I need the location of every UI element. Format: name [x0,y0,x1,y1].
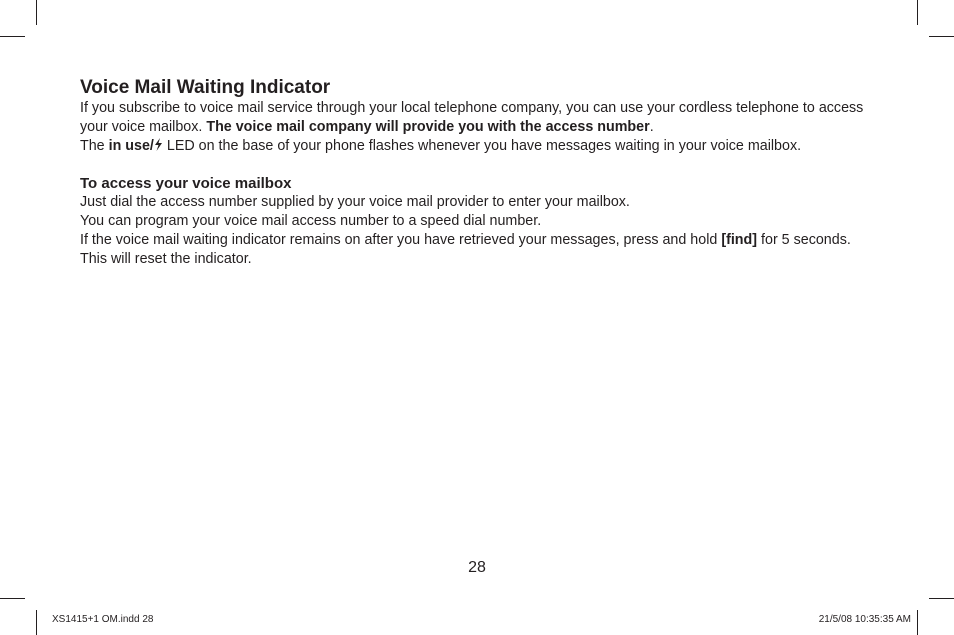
section-heading: Voice Mail Waiting Indicator [80,77,331,98]
intro-text-end: . [649,119,654,135]
subsection-heading: To access your voice mailbox [80,175,292,192]
flash-icon [154,138,163,157]
instruction-text-end: for 5 seconds. This will reset the indicator. [80,232,851,267]
crop-mark [917,610,918,635]
led-text-end: LED on the base of your phone flashes whenever you have messages waiting in your voice mailbox. [162,138,802,154]
led-bold: in use/ [108,138,154,154]
instruction-line-2: You can program your voice mail access number to a speed dial number. [80,213,542,229]
page-number: 28 [468,559,486,576]
instruction-line-1: Just dial the access number supplied by your voice mail provider to enter your mailbox. [80,194,630,210]
find-key: [find] [721,232,758,248]
date-slug: 21/5/08 10:35:35 AM [818,614,911,625]
crop-mark [929,598,954,599]
page-content [80,77,880,269]
instruction-line-3 [80,231,880,269]
intro-text: If you subscribe to voice mail service through your local telephone company, you can use your cordless telephone to access your voice mailbox. [80,100,864,135]
led-paragraph [80,137,880,157]
crop-mark [0,36,25,37]
led-text: The [80,138,109,154]
intro-bold: The voice mail company will provide you with the access number [206,119,650,135]
crop-mark [36,0,37,25]
file-slug: XS1415+1 OM.indd 28 [52,614,154,625]
instruction-text: If the voice mail waiting indicator remains on after you have retrieved your messages, press and hold [80,232,722,248]
crop-mark [929,36,954,37]
crop-mark [36,610,37,635]
crop-mark [0,598,25,599]
crop-mark [917,0,918,25]
intro-paragraph [80,99,880,137]
